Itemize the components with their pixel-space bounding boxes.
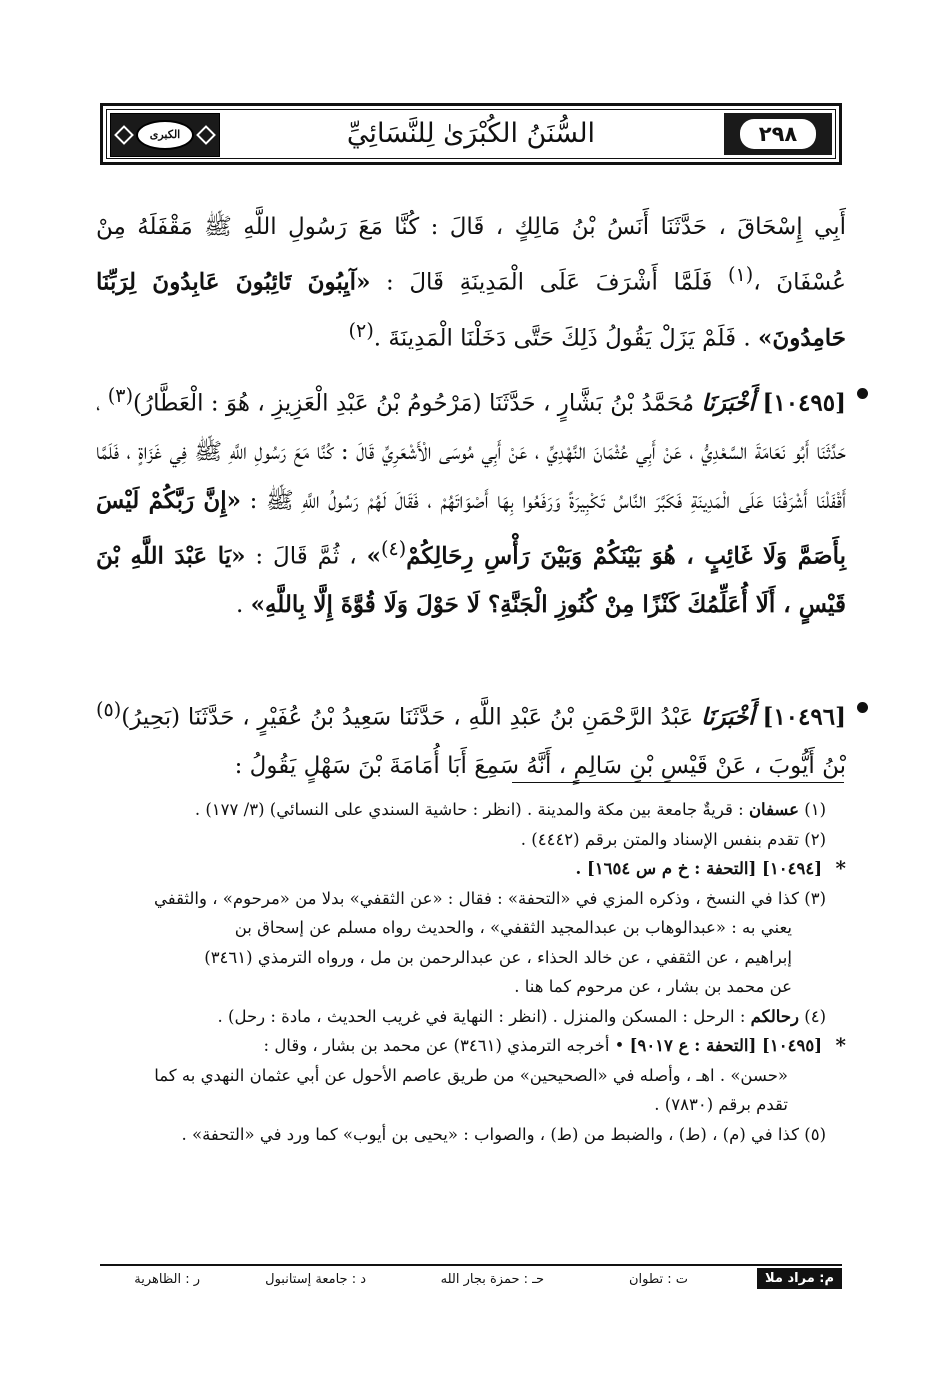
- footnote-2: (٢) تقدم بنفس الإسناد والمتن برقم (٤٤٤٢) .: [520, 829, 826, 849]
- footnote-ref: (٥): [96, 698, 122, 721]
- footnote-line: عن محمد بن بشار ، عن مرحوم كما هنا .: [514, 977, 792, 996]
- footnote-ref: (٤): [380, 537, 407, 561]
- bullet-icon: [857, 388, 868, 399]
- page-header: [100, 103, 842, 165]
- footnote-line: يعني به : «عبدالوهاب بن عبدالمجيد الثقفي» ، والحديث رواه مسلم عن إسحاق بن: [234, 918, 792, 937]
- footnote-4: [96, 1002, 840, 1032]
- footnote-text: : الرحل : المسكن والمنزل . (انظر : النهاية في غريب الحديث ، مادة : رحل) .: [217, 1006, 751, 1026]
- knot-ornament-icon: [196, 125, 216, 145]
- akhbarana-word: أَخْبَرَنَا: [701, 703, 755, 731]
- hadith-entry-10495: [96, 372, 846, 630]
- bullet-icon: [857, 702, 868, 713]
- footnote-line: (٣) كذا في النسخ ، وذكره المزي في «التحفة» : فقال : «عن الثقفي» بدلا من «مرحوم» ، والثقفي: [153, 888, 826, 908]
- footnote-5: (٥) كذا في (م) ، (ط) ، والضبط من (ط) ، والصواب : «يحيى بن أيوب» كما ورد في «التحفة» .: [181, 1124, 826, 1144]
- intro-text: . فَلَمْ يَزَلْ يَقُولُ ذَلِكَ حَتَّى دَخَلْنَا الْمَدِينَةَ .: [373, 325, 758, 352]
- sources-separator: [100, 1264, 842, 1266]
- isnad-text: بْنُ أَيُّوبَ ، عَنْ قَيْسِ بْنِ سَالِمٍ ، أَنَّهُ سَمِعَ أَبَا أُمَامَةَ بْنَ سَهْلٍ يَقُولُ :: [234, 753, 846, 780]
- hadith-number: [١٠٤٩٦]: [762, 703, 846, 731]
- source-murad-molla: م: مراد ملا: [757, 1268, 842, 1289]
- header-ornament-right: [724, 113, 832, 155]
- hadith-quote: «إِنَّ رَبَّكُمْ لَيْسَ بِأَصَمَّ وَلَا غَائِبٍ ، هُوَ بَيْنَكُمْ وَبَيْنَ رَأْسِ رِحَالِكُمْ: [96, 486, 846, 570]
- intro-text: فَلَمَّا أَشْرَفَ عَلَى الْمَدِينَةِ قَالَ :: [370, 269, 728, 296]
- takhrij-10494: * [١٠٤٩٤] [التحفة : خ م س ١٦٥٤] .: [96, 854, 840, 884]
- hadith-number: [١٠٤٩٥]: [762, 389, 847, 417]
- manuscript-sources: [100, 1268, 842, 1292]
- footnote-term: عسفان: [748, 800, 799, 819]
- header-ornament-left: [110, 113, 220, 157]
- footnote-3: [96, 884, 840, 1002]
- takhrij-line: تقدم برقم (٧٨٣٠) .: [654, 1095, 788, 1114]
- footnote-text: : قريةٌ جامعة بين مكة والمدينة . (انظر : حاشية السندي على النسائي) (٣/ ١٧٧) .: [194, 800, 749, 819]
- intro-paragraph: [96, 203, 846, 362]
- footnote-separator: [512, 782, 844, 783]
- hadith-quote: «يَا عَبْدَ اللَّهِ بْنَ قَيْسٍ ، أَلَا أُعَلِّمُكَ كَنْزًا مِنْ كُنُوزِ الْجَنَّةِ؟ لَا حَوْلَ وَلَا قُوَّةَ إِلَّا بِاللَّهِ»: [96, 542, 846, 619]
- footnote-ref: (١): [727, 263, 754, 286]
- book-emblem: [136, 120, 194, 150]
- source-hamza: حـ : حمزة بجار الله: [440, 1272, 544, 1287]
- source-zahiriyya: ر : الظاهرية: [134, 1272, 200, 1287]
- matn-text: ، ثُمَّ قَالَ :: [245, 543, 367, 570]
- footnote-ref: (٣): [107, 384, 134, 407]
- hadith-quote: «آيِبُونَ تَائِبُونَ عَابِدُونَ لِرَبِّنَا حَامِدُونَ»: [96, 268, 846, 352]
- footnote-number: (٤): [804, 1006, 826, 1026]
- isnad-text: عَبْدُ الرَّحْمَنِ بْنُ عَبْدِ اللَّهِ ، حَدَّثَنَا سَعِيدُ بْنُ عُفَيْرٍ ، حَدَّثَنَا (بَحِيرُ): [121, 704, 702, 731]
- emblem-text: الكبرى: [149, 128, 181, 141]
- hadith-entry-10496: [96, 686, 846, 791]
- matn-end: .: [235, 592, 251, 619]
- footnotes: [96, 795, 840, 1149]
- intro-text: أَبِي إِسْحَاقَ ، حَدَّثَنَا أَنَسُ بْنُ مَالِكٍ ، قَالَ : كُنَّا مَعَ رَسُولِ اللَّهِ ﷺ مَقْفَلَهُ مِنْ عُسْفَانَ ،: [96, 214, 846, 296]
- takhrij-10495: [96, 1031, 840, 1120]
- source-istanbul: د : جامعة إستانبول: [265, 1272, 366, 1287]
- footnote-1: [96, 795, 840, 825]
- knot-ornament-icon: [114, 125, 134, 145]
- footnote-term: رحالكم: [750, 1006, 799, 1026]
- takhrij-text: • أخرجه الترمذي (٣٤٦١) عن محمد بن بشار ، وقال :: [263, 1036, 630, 1055]
- quote-close: »: [366, 542, 381, 570]
- footnote-number: (١): [804, 800, 826, 819]
- source-tetouan: ت : تطوان: [628, 1272, 688, 1287]
- takhrij-line: «حسن» . اهـ ، وأصله في «الصحيحين» من طريق عاصم الأحول عن أبي عثمان النهدي به كما: [154, 1065, 788, 1085]
- takhrij-number: [١٠٤٩٥] [التحفة : ع ٩٠١٧]: [629, 1036, 822, 1055]
- akhbarana-word: أَخْبَرَنَا: [701, 389, 756, 417]
- page-number: ٢٩٨: [740, 119, 816, 149]
- footnote-ref: (٢): [348, 318, 374, 342]
- book-title: السُّنَنُ الكُبْرَىٰ لِلنَّسَائِيِّ: [346, 118, 596, 149]
- isnad-text: مُحَمَّدُ بْنُ بَشَّارٍ ، حَدَّثَنَا (مَرْحُومُ بْنُ عَبْدِ الْعَزِيزِ ، هُوَ : الْعَطَّارُ): [133, 390, 702, 417]
- matn-text: ، حَدَّثَنَا أَبُو نَعَامَةَ السَّعْدِيُّ ، عَنْ أَبِي عُثْمَانَ النَّهْدِيِّ ، عَنْ أَبِي مُوسَى الْأَشْعَرِيِّ قَالَ : كُنَّا مَعَ رَسُولِ اللَّهِ ﷺ فِي غَزَاةٍ ، فَلَمَّا أَقْفَلْنَا أَشْرَفْنَا عَلَى الْمَدِينَةِ فَكَبَّرَ النَّاسُ تَكْبِيرَةً وَرَفَعُوا بِهَا أَصْوَاتَهُمْ ، فَقَالَ لَهُمْ رَسُولُ اللَّهِ ﷺ :: [96, 390, 846, 514]
- footnote-line: إبراهيم ، عن الثقفي ، عن خالد الحذاء ، عن عبدالرحمن بن مل ، ورواه الترمذي (٣٤٦١): [204, 947, 792, 967]
